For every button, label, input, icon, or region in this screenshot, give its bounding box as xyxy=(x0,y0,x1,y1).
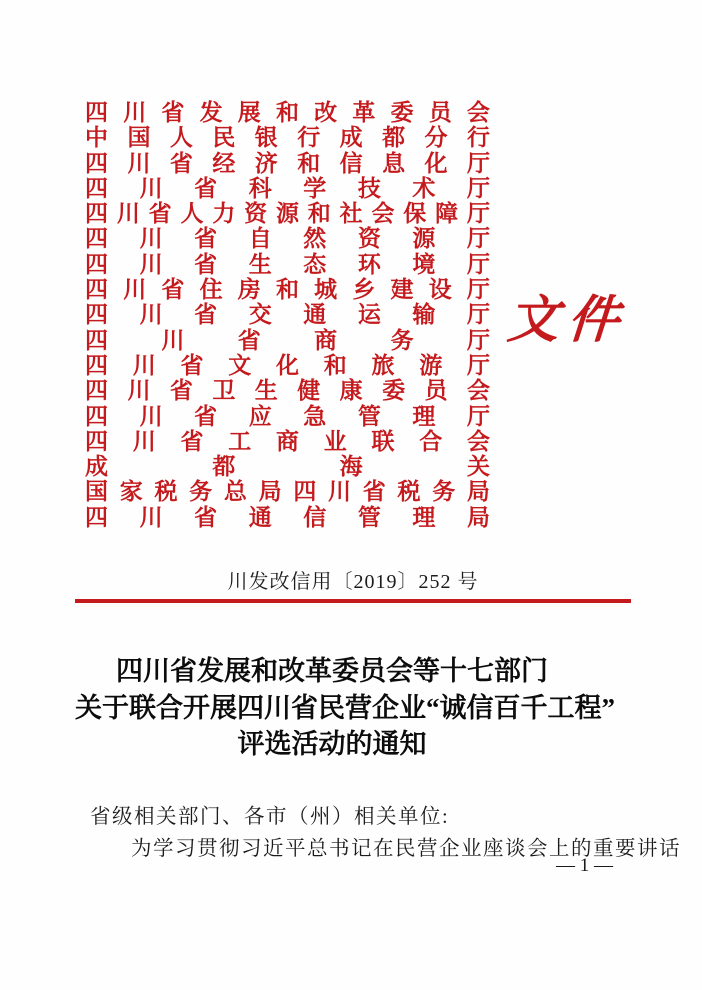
department-name: 四 川 省 科 学 技 术 厅 xyxy=(85,175,490,201)
document-number: 川发改信用〔2019〕252 号 xyxy=(227,571,479,593)
department-name: 四 川 省 交 通 运 输 厅 xyxy=(85,302,490,328)
department-name: 四 川 省 住 房 和 城 乡 建 设 厅 xyxy=(85,277,490,303)
page-number: — 1 — xyxy=(556,855,613,876)
department-name: 四 川 省 应 急 管 理 厅 xyxy=(85,403,490,429)
department-name: 四 川 省 工 商 业 联 合 会 xyxy=(85,428,490,454)
department-name: 四 川 省 生 态 环 境 厅 xyxy=(85,251,490,277)
department-name: 四 川 省 通 信 管 理 局 xyxy=(85,504,490,530)
department-name: 成 都 海 关 xyxy=(85,454,490,480)
department-name: 四 川 省 卫 生 健 康 委 员 会 xyxy=(85,378,490,404)
document-title xyxy=(75,653,631,763)
document-label: 文件 xyxy=(505,293,630,349)
body-paragraph: 为学习贯彻习近平总书记在民营企业座谈会上的重要讲话 xyxy=(131,838,681,860)
department-name: 四 川 省 经 济 和 信 息 化 厅 xyxy=(85,150,490,176)
department-list xyxy=(85,100,490,530)
department-name: 四 川 省 商 务 厅 xyxy=(85,327,490,353)
department-name: 国 家 税 务 总 局 四 川 省 税 务 局 xyxy=(85,479,490,505)
department-name: 四 川 省 发 展 和 改 革 委 员 会 xyxy=(85,100,490,125)
salutation-line: 省级相关部门、各市（州）相关单位: xyxy=(90,806,450,828)
department-name: 四 川 省 人 力 资 源 和 社 会 保 障 厅 xyxy=(85,201,490,227)
title-line-3: 评选活动的通知 xyxy=(237,729,427,759)
title-line-1: 四川省发展和改革委员会等十七部门 xyxy=(116,656,548,686)
department-name: 四 川 省 文 化 和 旅 游 厅 xyxy=(85,352,490,378)
red-divider-line xyxy=(75,599,631,603)
department-name: 中 国 人 民 银 行 成 都 分 行 xyxy=(85,125,490,151)
department-name: 四 川 省 自 然 资 源 厅 xyxy=(85,226,490,252)
title-line-2: 关于联合开展四川省民营企业“诚信百千工程” xyxy=(75,692,615,723)
